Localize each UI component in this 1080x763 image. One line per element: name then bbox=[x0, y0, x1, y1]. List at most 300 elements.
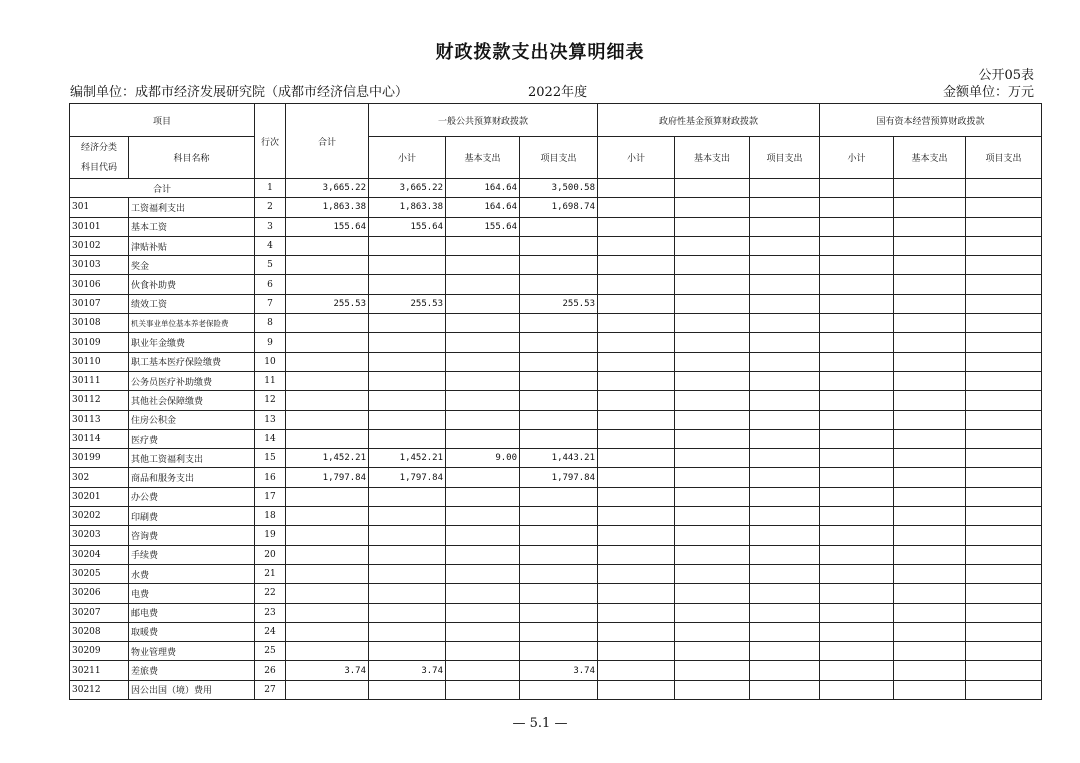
row-gf-basic bbox=[675, 584, 750, 603]
total-sc-project bbox=[966, 179, 1042, 198]
row-line: 19 bbox=[255, 526, 286, 545]
row-code: 30113 bbox=[70, 410, 129, 429]
row-name: 办公费 bbox=[129, 487, 255, 506]
row-gp-basic bbox=[446, 564, 520, 583]
row-gf-project bbox=[750, 352, 820, 371]
row-sc-project bbox=[966, 622, 1042, 641]
total-amount: 3,665.22 bbox=[286, 179, 369, 198]
row-gf-project bbox=[750, 642, 820, 661]
row-gp-project bbox=[520, 256, 598, 275]
row-sc-project bbox=[966, 275, 1042, 294]
row-name: 职业年金缴费 bbox=[129, 333, 255, 352]
row-name: 伙食补助费 bbox=[129, 275, 255, 294]
header-gp-subtotal: 小计 bbox=[369, 137, 446, 179]
row-gf-project bbox=[750, 371, 820, 390]
row-code: 30110 bbox=[70, 352, 129, 371]
row-gf-project bbox=[750, 526, 820, 545]
header-gf-basic: 基本支出 bbox=[675, 137, 750, 179]
row-gf-project bbox=[750, 391, 820, 410]
row-gf-subtotal bbox=[598, 661, 675, 680]
row-sc-project bbox=[966, 391, 1042, 410]
row-gf-basic bbox=[675, 622, 750, 641]
row-total bbox=[286, 507, 369, 526]
row-gf-subtotal bbox=[598, 275, 675, 294]
row-code: 30103 bbox=[70, 256, 129, 275]
row-sc-subtotal bbox=[820, 275, 894, 294]
row-gp-subtotal: 3.74 bbox=[369, 661, 446, 680]
row-gp-basic bbox=[446, 487, 520, 506]
page-number: — 5.1 — bbox=[512, 716, 568, 731]
row-name: 机关事业单位基本养老保险费 bbox=[129, 314, 255, 333]
row-gf-project bbox=[750, 333, 820, 352]
row-sc-subtotal bbox=[820, 507, 894, 526]
row-total bbox=[286, 603, 369, 622]
row-name: 公务员医疗补助缴费 bbox=[129, 371, 255, 390]
row-name: 奖金 bbox=[129, 256, 255, 275]
row-gp-subtotal bbox=[369, 526, 446, 545]
table-row bbox=[70, 275, 1042, 294]
header-gp-basic: 基本支出 bbox=[446, 137, 520, 179]
header-econ-code-line2: 科目代码 bbox=[80, 162, 117, 173]
row-gf-project bbox=[750, 410, 820, 429]
row-line: 24 bbox=[255, 622, 286, 641]
row-gp-basic bbox=[446, 661, 520, 680]
row-sc-project bbox=[966, 680, 1042, 699]
row-sc-project bbox=[966, 236, 1042, 255]
row-gp-basic bbox=[446, 429, 520, 448]
row-gp-basic bbox=[446, 275, 520, 294]
row-sc-basic bbox=[894, 410, 966, 429]
row-gp-basic bbox=[446, 333, 520, 352]
row-gf-basic bbox=[675, 642, 750, 661]
row-total bbox=[286, 584, 369, 603]
row-gf-project bbox=[750, 468, 820, 487]
row-name: 因公出国（境）费用 bbox=[129, 680, 255, 699]
row-gf-subtotal bbox=[598, 236, 675, 255]
row-sc-subtotal bbox=[820, 603, 894, 622]
row-code: 30204 bbox=[70, 545, 129, 564]
row-gf-project bbox=[750, 429, 820, 448]
row-total bbox=[286, 526, 369, 545]
header-sc-project: 项目支出 bbox=[966, 137, 1042, 179]
row-line: 4 bbox=[255, 236, 286, 255]
row-name: 差旅费 bbox=[129, 661, 255, 680]
row-code: 30212 bbox=[70, 680, 129, 699]
row-sc-basic bbox=[894, 468, 966, 487]
row-sc-project bbox=[966, 584, 1042, 603]
row-gf-subtotal bbox=[598, 217, 675, 236]
row-code: 30109 bbox=[70, 333, 129, 352]
row-sc-subtotal bbox=[820, 410, 894, 429]
row-gf-basic bbox=[675, 217, 750, 236]
row-code: 301 bbox=[70, 198, 129, 217]
row-sc-basic bbox=[894, 391, 966, 410]
row-gp-project bbox=[520, 526, 598, 545]
row-gf-subtotal bbox=[598, 564, 675, 583]
row-gf-basic bbox=[675, 507, 750, 526]
row-gf-basic bbox=[675, 487, 750, 506]
row-line: 2 bbox=[255, 198, 286, 217]
row-sc-subtotal bbox=[820, 314, 894, 333]
row-gf-basic bbox=[675, 256, 750, 275]
header-item: 项目 bbox=[70, 104, 255, 137]
row-gp-project bbox=[520, 275, 598, 294]
row-gf-basic bbox=[675, 333, 750, 352]
row-sc-subtotal bbox=[820, 256, 894, 275]
total-gp-project: 3,500.58 bbox=[520, 179, 598, 198]
row-gf-project bbox=[750, 487, 820, 506]
row-gf-project bbox=[750, 294, 820, 313]
row-gf-project bbox=[750, 314, 820, 333]
row-line: 5 bbox=[255, 256, 286, 275]
row-gp-project bbox=[520, 429, 598, 448]
row-sc-subtotal bbox=[820, 584, 894, 603]
row-name: 住房公积金 bbox=[129, 410, 255, 429]
row-gp-basic bbox=[446, 256, 520, 275]
row-gp-subtotal bbox=[369, 603, 446, 622]
row-name: 其他工资福利支出 bbox=[129, 449, 255, 468]
table-row bbox=[70, 603, 1042, 622]
row-gp-basic bbox=[446, 314, 520, 333]
table-row bbox=[70, 526, 1042, 545]
row-total bbox=[286, 564, 369, 583]
row-gf-project bbox=[750, 507, 820, 526]
row-gf-project bbox=[750, 680, 820, 699]
row-gf-subtotal bbox=[598, 391, 675, 410]
row-code: 30208 bbox=[70, 622, 129, 641]
row-code: 30209 bbox=[70, 642, 129, 661]
row-gp-subtotal: 1,797.84 bbox=[369, 468, 446, 487]
table-row bbox=[70, 680, 1042, 699]
row-sc-basic bbox=[894, 198, 966, 217]
row-sc-subtotal bbox=[820, 352, 894, 371]
row-name: 水费 bbox=[129, 564, 255, 583]
row-sc-subtotal bbox=[820, 294, 894, 313]
table-row bbox=[70, 564, 1042, 583]
row-total: 155.64 bbox=[286, 217, 369, 236]
header-state-capital: 国有资本经营预算财政拨款 bbox=[820, 104, 1042, 137]
row-sc-project bbox=[966, 642, 1042, 661]
row-name: 津贴补贴 bbox=[129, 236, 255, 255]
row-total bbox=[286, 275, 369, 294]
row-sc-basic bbox=[894, 352, 966, 371]
row-sc-subtotal bbox=[820, 449, 894, 468]
row-sc-project bbox=[966, 333, 1042, 352]
row-total bbox=[286, 333, 369, 352]
row-sc-basic bbox=[894, 275, 966, 294]
table-row bbox=[70, 314, 1042, 333]
row-sc-project bbox=[966, 545, 1042, 564]
row-gf-project bbox=[750, 236, 820, 255]
total-row bbox=[70, 179, 1042, 198]
row-gf-subtotal bbox=[598, 294, 675, 313]
row-sc-basic bbox=[894, 487, 966, 506]
row-sc-basic bbox=[894, 217, 966, 236]
row-gp-project bbox=[520, 333, 598, 352]
row-total bbox=[286, 487, 369, 506]
row-sc-basic bbox=[894, 256, 966, 275]
row-line: 8 bbox=[255, 314, 286, 333]
row-gp-project bbox=[520, 487, 598, 506]
row-line: 3 bbox=[255, 217, 286, 236]
row-total bbox=[286, 642, 369, 661]
row-name: 其他社会保障缴费 bbox=[129, 391, 255, 410]
row-gp-project bbox=[520, 391, 598, 410]
row-gp-subtotal: 155.64 bbox=[369, 217, 446, 236]
row-gp-project bbox=[520, 545, 598, 564]
row-gf-basic bbox=[675, 410, 750, 429]
row-name: 商品和服务支出 bbox=[129, 468, 255, 487]
row-sc-basic bbox=[894, 642, 966, 661]
row-gp-basic bbox=[446, 680, 520, 699]
header-general-budget: 一般公共预算财政拨款 bbox=[369, 104, 598, 137]
row-total bbox=[286, 256, 369, 275]
row-line: 16 bbox=[255, 468, 286, 487]
row-gp-subtotal bbox=[369, 507, 446, 526]
total-gf-project bbox=[750, 179, 820, 198]
row-total: 255.53 bbox=[286, 294, 369, 313]
table-row bbox=[70, 294, 1042, 313]
row-sc-basic bbox=[894, 526, 966, 545]
row-gf-basic bbox=[675, 352, 750, 371]
row-name: 取暖费 bbox=[129, 622, 255, 641]
row-gf-subtotal bbox=[598, 256, 675, 275]
row-gf-subtotal bbox=[598, 507, 675, 526]
row-gf-basic bbox=[675, 680, 750, 699]
row-line: 27 bbox=[255, 680, 286, 699]
row-gp-subtotal bbox=[369, 680, 446, 699]
table-row bbox=[70, 545, 1042, 564]
row-gf-basic bbox=[675, 314, 750, 333]
row-name: 手续费 bbox=[129, 545, 255, 564]
row-line: 10 bbox=[255, 352, 286, 371]
row-line: 12 bbox=[255, 391, 286, 410]
row-sc-basic bbox=[894, 429, 966, 448]
row-gp-project bbox=[520, 603, 598, 622]
header-line-no: 行次 bbox=[255, 104, 286, 179]
row-sc-project bbox=[966, 371, 1042, 390]
row-gp-subtotal bbox=[369, 333, 446, 352]
row-gf-basic bbox=[675, 545, 750, 564]
row-sc-project bbox=[966, 564, 1042, 583]
row-gf-project bbox=[750, 198, 820, 217]
row-code: 30202 bbox=[70, 507, 129, 526]
row-name: 绩效工资 bbox=[129, 294, 255, 313]
table-row bbox=[70, 236, 1042, 255]
row-gp-subtotal bbox=[369, 352, 446, 371]
row-sc-project bbox=[966, 217, 1042, 236]
table-row bbox=[70, 661, 1042, 680]
row-gf-basic bbox=[675, 564, 750, 583]
row-code: 30199 bbox=[70, 449, 129, 468]
row-sc-project bbox=[966, 256, 1042, 275]
row-gp-subtotal bbox=[369, 391, 446, 410]
row-total bbox=[286, 352, 369, 371]
row-code: 30205 bbox=[70, 564, 129, 583]
row-name: 职工基本医疗保险缴费 bbox=[129, 352, 255, 371]
header-gf-subtotal: 小计 bbox=[598, 137, 675, 179]
row-gp-basic bbox=[446, 526, 520, 545]
row-gp-project bbox=[520, 217, 598, 236]
row-gf-subtotal bbox=[598, 545, 675, 564]
table-row bbox=[70, 410, 1042, 429]
row-sc-project bbox=[966, 449, 1042, 468]
row-gp-basic bbox=[446, 371, 520, 390]
row-gf-basic bbox=[675, 603, 750, 622]
row-sc-subtotal bbox=[820, 622, 894, 641]
row-code: 30112 bbox=[70, 391, 129, 410]
row-sc-basic bbox=[894, 564, 966, 583]
total-sc-subtotal bbox=[820, 179, 894, 198]
row-code: 30102 bbox=[70, 236, 129, 255]
row-line: 18 bbox=[255, 507, 286, 526]
total-gp-subtotal: 3,665.22 bbox=[369, 179, 446, 198]
row-sc-project bbox=[966, 198, 1042, 217]
header-sc-subtotal: 小计 bbox=[820, 137, 894, 179]
row-gf-basic bbox=[675, 294, 750, 313]
row-sc-subtotal bbox=[820, 429, 894, 448]
row-name: 邮电费 bbox=[129, 603, 255, 622]
row-sc-basic bbox=[894, 622, 966, 641]
row-gp-basic bbox=[446, 236, 520, 255]
row-gp-basic bbox=[446, 642, 520, 661]
row-line: 26 bbox=[255, 661, 286, 680]
row-gf-subtotal bbox=[598, 449, 675, 468]
row-gp-project bbox=[520, 642, 598, 661]
page-title: 财政拨款支出决算明细表 bbox=[435, 42, 645, 63]
table-row bbox=[70, 217, 1042, 236]
money-unit: 金额单位：万元 bbox=[942, 85, 1034, 100]
row-sc-project bbox=[966, 314, 1042, 333]
row-gf-basic bbox=[675, 429, 750, 448]
fiscal-year: 2022年度 bbox=[528, 85, 588, 100]
row-sc-subtotal bbox=[820, 217, 894, 236]
row-code: 30206 bbox=[70, 584, 129, 603]
row-gf-project bbox=[750, 564, 820, 583]
row-gp-project: 1,443.21 bbox=[520, 449, 598, 468]
row-gf-basic bbox=[675, 236, 750, 255]
row-sc-project bbox=[966, 526, 1042, 545]
row-sc-subtotal bbox=[820, 198, 894, 217]
row-line: 20 bbox=[255, 545, 286, 564]
table-row bbox=[70, 198, 1042, 217]
row-gf-subtotal bbox=[598, 198, 675, 217]
row-code: 30101 bbox=[70, 217, 129, 236]
row-sc-subtotal bbox=[820, 661, 894, 680]
row-gf-subtotal bbox=[598, 526, 675, 545]
row-sc-project bbox=[966, 487, 1042, 506]
row-gp-project bbox=[520, 680, 598, 699]
header-sc-basic: 基本支出 bbox=[894, 137, 966, 179]
row-gf-subtotal bbox=[598, 352, 675, 371]
row-total bbox=[286, 429, 369, 448]
row-gp-basic bbox=[446, 603, 520, 622]
row-total bbox=[286, 236, 369, 255]
row-total bbox=[286, 622, 369, 641]
row-line: 23 bbox=[255, 603, 286, 622]
table-row bbox=[70, 507, 1042, 526]
table-row bbox=[70, 622, 1042, 641]
row-line: 9 bbox=[255, 333, 286, 352]
row-sc-basic bbox=[894, 680, 966, 699]
compiling-unit: 编制单位：成都市经济发展研究院（成都市经济信息中心） bbox=[70, 85, 409, 100]
row-gp-basic bbox=[446, 352, 520, 371]
row-gf-basic bbox=[675, 198, 750, 217]
row-gf-basic bbox=[675, 468, 750, 487]
table-row bbox=[70, 391, 1042, 410]
row-sc-project bbox=[966, 661, 1042, 680]
row-gf-basic bbox=[675, 391, 750, 410]
row-gp-subtotal bbox=[369, 584, 446, 603]
row-gp-basic: 9.00 bbox=[446, 449, 520, 468]
table-row bbox=[70, 642, 1042, 661]
row-gp-basic bbox=[446, 294, 520, 313]
row-gp-subtotal: 1,452.21 bbox=[369, 449, 446, 468]
row-sc-project bbox=[966, 468, 1042, 487]
row-gf-project bbox=[750, 217, 820, 236]
row-total: 1,797.84 bbox=[286, 468, 369, 487]
row-gf-subtotal bbox=[598, 680, 675, 699]
row-sc-basic bbox=[894, 371, 966, 390]
row-code: 30111 bbox=[70, 371, 129, 390]
table-row bbox=[70, 449, 1042, 468]
row-sc-project bbox=[966, 294, 1042, 313]
row-total bbox=[286, 391, 369, 410]
header-gf-project: 项目支出 bbox=[750, 137, 820, 179]
row-gp-project bbox=[520, 564, 598, 583]
row-gf-basic bbox=[675, 449, 750, 468]
row-gp-project: 255.53 bbox=[520, 294, 598, 313]
row-gf-basic bbox=[675, 661, 750, 680]
row-gf-subtotal bbox=[598, 333, 675, 352]
row-gf-subtotal bbox=[598, 468, 675, 487]
row-gf-project bbox=[750, 603, 820, 622]
row-name: 工资福利支出 bbox=[129, 198, 255, 217]
row-code: 30107 bbox=[70, 294, 129, 313]
row-gp-basic bbox=[446, 545, 520, 564]
row-gp-subtotal bbox=[369, 487, 446, 506]
row-line: 14 bbox=[255, 429, 286, 448]
row-gf-subtotal bbox=[598, 642, 675, 661]
row-gp-subtotal bbox=[369, 275, 446, 294]
row-sc-basic bbox=[894, 449, 966, 468]
total-label: 合计 bbox=[70, 179, 255, 198]
row-gp-subtotal bbox=[369, 236, 446, 255]
total-gf-basic bbox=[675, 179, 750, 198]
header-government-fund: 政府性基金预算财政拨款 bbox=[598, 104, 820, 137]
row-sc-subtotal bbox=[820, 333, 894, 352]
row-sc-project bbox=[966, 603, 1042, 622]
row-sc-project bbox=[966, 429, 1042, 448]
total-gp-basic: 164.64 bbox=[446, 179, 520, 198]
row-gp-project: 1,698.74 bbox=[520, 198, 598, 217]
row-total bbox=[286, 410, 369, 429]
row-total bbox=[286, 314, 369, 333]
row-total bbox=[286, 545, 369, 564]
row-sc-subtotal bbox=[820, 680, 894, 699]
row-sc-subtotal bbox=[820, 236, 894, 255]
row-gp-subtotal bbox=[369, 410, 446, 429]
row-gp-subtotal: 1,863.38 bbox=[369, 198, 446, 217]
row-sc-basic bbox=[894, 314, 966, 333]
row-gf-subtotal bbox=[598, 622, 675, 641]
row-gp-subtotal bbox=[369, 314, 446, 333]
table-row bbox=[70, 468, 1042, 487]
row-name: 医疗费 bbox=[129, 429, 255, 448]
row-gp-basic bbox=[446, 410, 520, 429]
row-total: 3.74 bbox=[286, 661, 369, 680]
row-line: 17 bbox=[255, 487, 286, 506]
